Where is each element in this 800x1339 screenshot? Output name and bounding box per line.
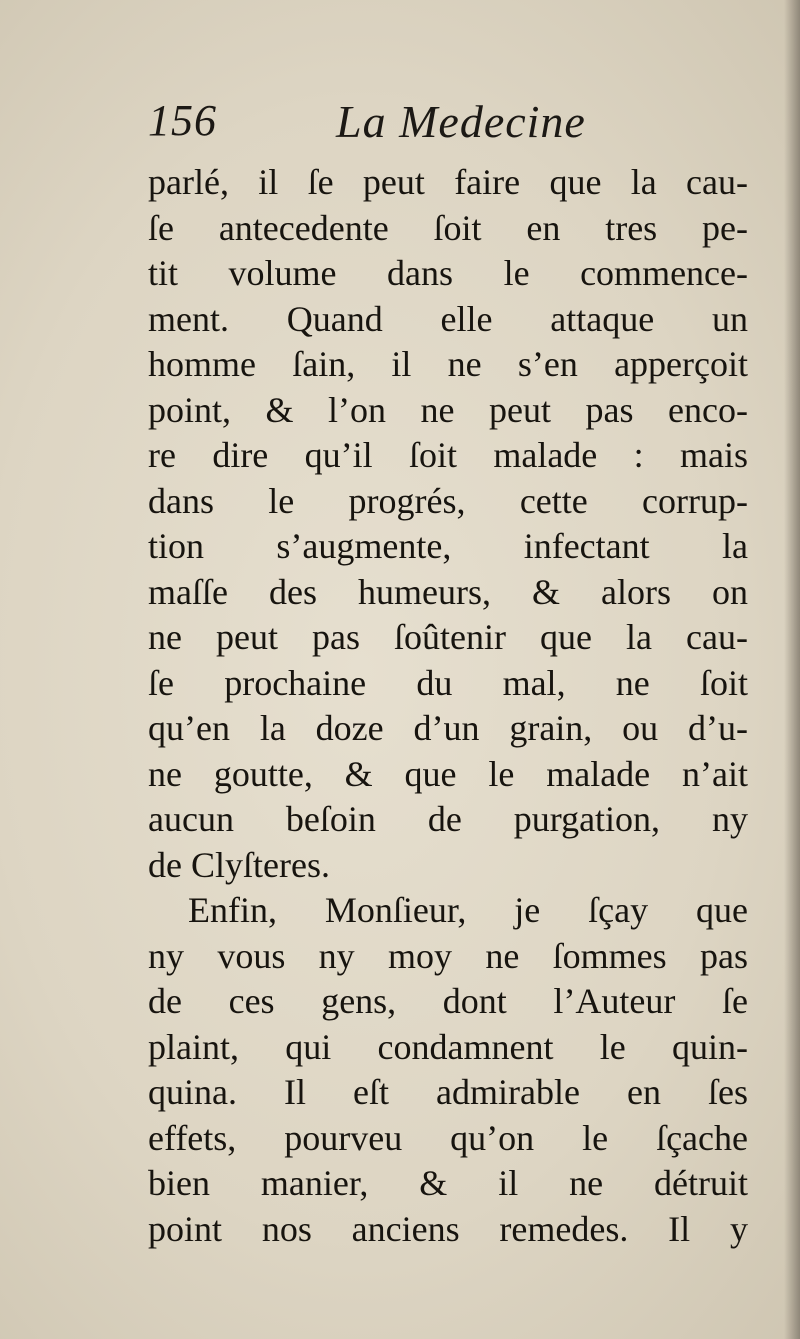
text-line: ne peut pas ſoûtenir que la cau- xyxy=(148,617,748,657)
text-line: dans le progrés, cette corrup- xyxy=(148,480,748,521)
text-line: effets, pourveu qu’on le ſçache xyxy=(148,1117,748,1158)
text-line: re dire qu’il ſoit malade : mais xyxy=(148,435,748,475)
text-line: ment. Quand elle attaque un xyxy=(148,298,748,339)
body-text xyxy=(148,160,748,1252)
text-line: plaint, qui condamnent le quin- xyxy=(148,1026,748,1067)
text-line: parlé, il ſe peut faire que la cau- xyxy=(148,162,748,202)
running-title: La Medecine xyxy=(336,96,586,147)
text-line: maſſe des humeurs, & alors on xyxy=(148,571,748,612)
text-line: ny vous ny moy ne ſommes pas xyxy=(148,935,748,976)
page-number: 156 xyxy=(148,96,217,145)
text-line: qu’en la doze d’un grain, ou d’u- xyxy=(148,708,748,748)
text-line: point nos anciens remedes. Il y xyxy=(148,1208,748,1249)
paragraph-end-line: de Clyſteres. xyxy=(148,844,330,885)
page-header xyxy=(148,95,668,155)
text-line: homme ſain, il ne s’en apperçoit xyxy=(148,344,748,384)
text-line: bien manier, & il ne détruit xyxy=(148,1163,748,1203)
page-edge-shadow xyxy=(784,0,800,1339)
text-line: ſe prochaine du mal, ne ſoit xyxy=(148,662,748,703)
text-line: aucun beſoin de purgation, ny xyxy=(148,799,748,839)
text-line: ne goutte, & que le malade n’ait xyxy=(148,753,748,794)
paragraph-start-line: Enfin, Monſieur, je ſçay que xyxy=(188,890,748,930)
text-line: ſe antecedente ſoit en tres pe- xyxy=(148,207,748,248)
text-line: point, & l’on ne peut pas enco- xyxy=(148,389,748,430)
text-line: quina. Il eſt admirable en ſes xyxy=(148,1072,748,1112)
text-line: tion s’augmente, infectant la xyxy=(148,526,748,566)
text-line: tit volume dans le commence- xyxy=(148,253,748,293)
text-line: de ces gens, dont l’Auteur ſe xyxy=(148,981,748,1021)
